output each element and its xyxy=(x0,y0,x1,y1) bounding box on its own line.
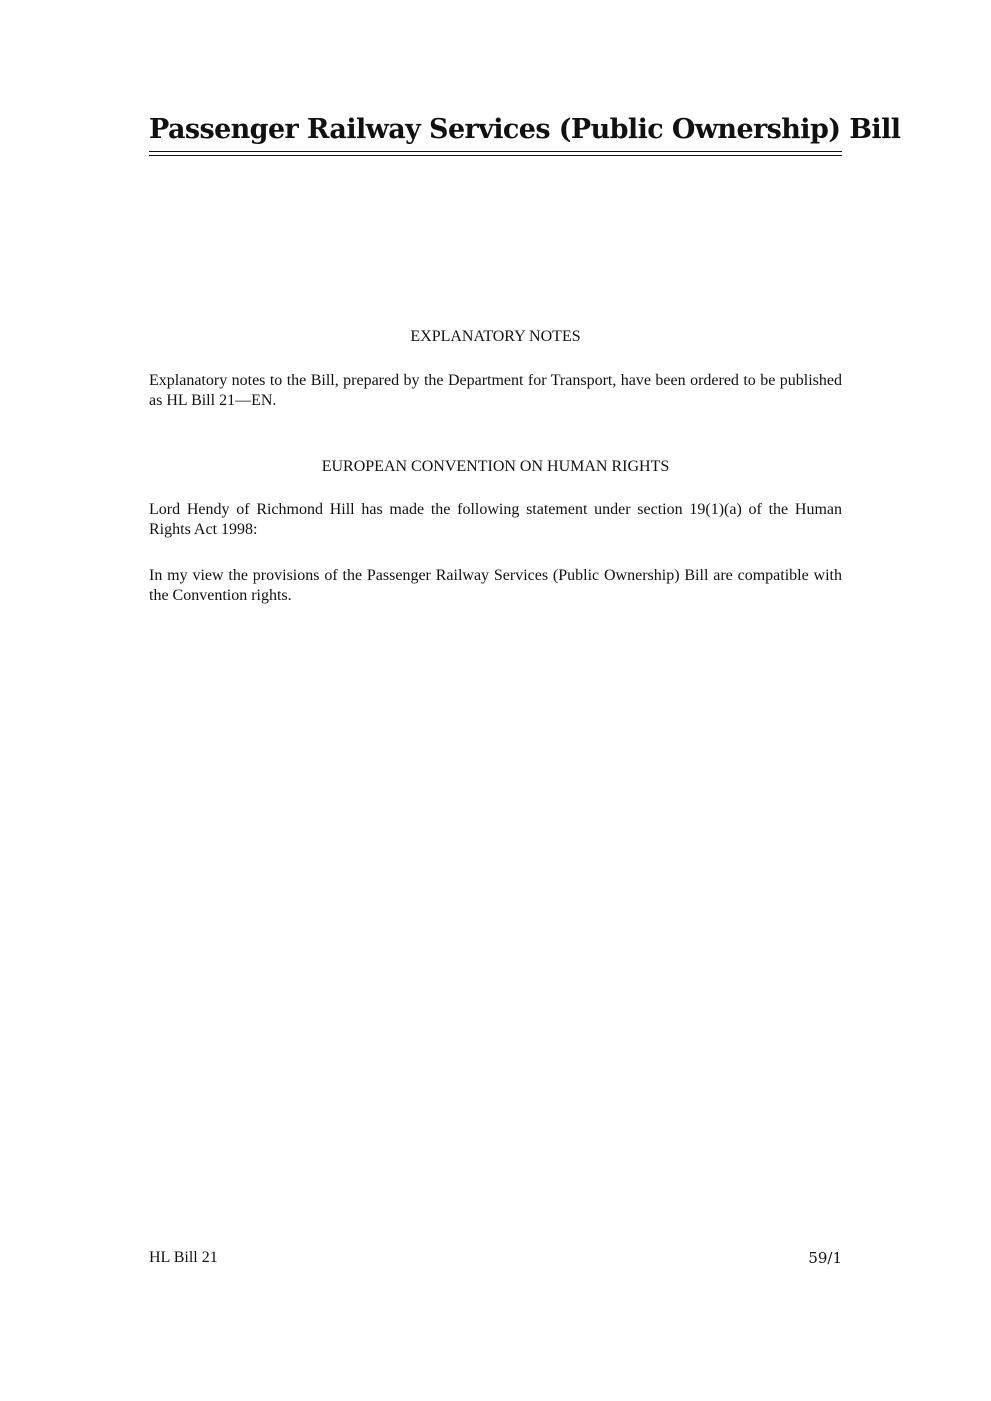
echr-statement-paragraph: Lord Hendy of Richmond Hill has made the following statement under section 19(1)(a) of the Human Rights Act 1998: xyxy=(149,501,842,538)
echr-compatibility-paragraph: In my view the provisions of the Passenger Railway Services (Public Ownership) Bill are compatible with the Convention rights. xyxy=(149,567,842,604)
footer-bill-reference: HL Bill 21 xyxy=(149,1249,218,1266)
title-rule-upper xyxy=(149,151,842,152)
title-rule-lower xyxy=(149,155,842,156)
explanatory-notes-paragraph: Explanatory notes to the Bill, prepared by the Department for Transport, have been ordered to be published as HL Bill 21—EN. xyxy=(149,372,842,409)
footer-page-number: 59/1 xyxy=(808,1249,842,1267)
bill-title: Passenger Railway Services (Public Ownership) Bill xyxy=(149,114,901,145)
echr-heading: EUROPEAN CONVENTION ON HUMAN RIGHTS xyxy=(321,458,670,475)
explanatory-notes-heading: EXPLANATORY NOTES xyxy=(410,328,581,345)
